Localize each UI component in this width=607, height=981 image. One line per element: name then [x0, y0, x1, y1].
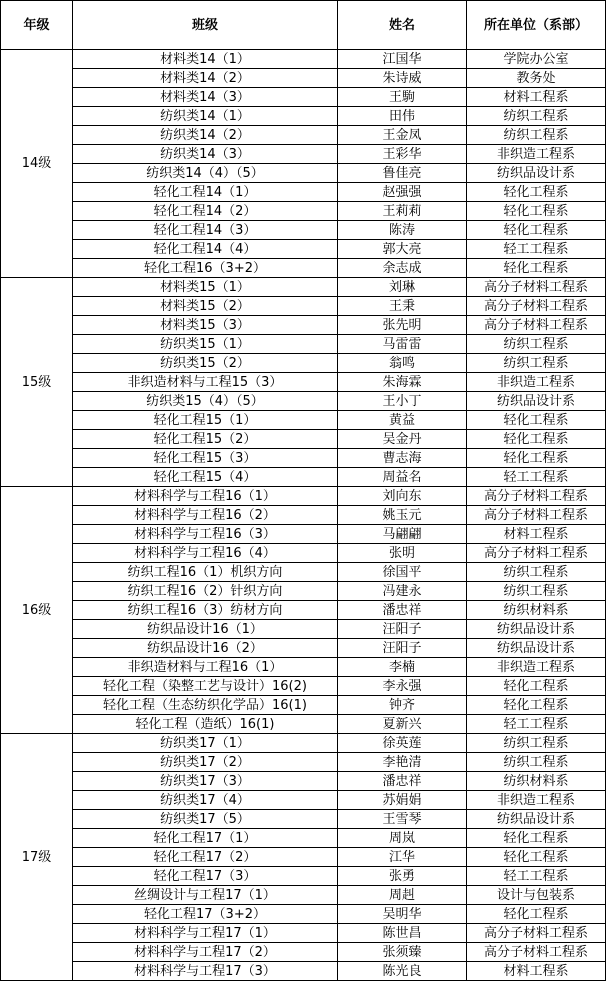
advisor-name-cell: 赵强强 [338, 183, 467, 202]
department-cell: 纺织工程系 [467, 753, 606, 772]
table-row [1, 202, 606, 221]
department-cell: 纺织工程系 [467, 563, 606, 582]
table-row [1, 373, 606, 392]
department-cell: 纺织工程系 [467, 107, 606, 126]
table-row [1, 601, 606, 620]
table-row [1, 430, 606, 449]
department-cell: 高分子材料工程系 [467, 506, 606, 525]
class-cell: 轻化工程（造纸）16(1) [73, 715, 338, 734]
department-cell: 非织造工程系 [467, 791, 606, 810]
class-cell: 材料类15（2） [73, 297, 338, 316]
advisor-name-cell: 刘琳 [338, 278, 467, 297]
table-row [1, 962, 606, 981]
advisor-name-cell: 钟齐 [338, 696, 467, 715]
department-cell: 轻化工程系 [467, 411, 606, 430]
grade-cell: 16级 [1, 487, 73, 734]
table-row [1, 392, 606, 411]
table-row [1, 658, 606, 677]
advisor-name-cell: 张勇 [338, 867, 467, 886]
table-row [1, 487, 606, 506]
advisor-name-cell: 田伟 [338, 107, 467, 126]
class-cell: 纺织类15（1） [73, 335, 338, 354]
department-cell: 纺织材料系 [467, 772, 606, 791]
table-row [1, 639, 606, 658]
advisor-name-cell: 徐国平 [338, 563, 467, 582]
table-row [1, 715, 606, 734]
advisor-name-cell: 朱诗威 [338, 69, 467, 88]
class-cell: 材料科学与工程16（2） [73, 506, 338, 525]
grade-cell: 14级 [1, 50, 73, 278]
table-row [1, 259, 606, 278]
class-cell: 丝绸设计与工程17（1） [73, 886, 338, 905]
advisor-name-cell: 陈世昌 [338, 924, 467, 943]
advisor-name-cell: 周赳 [338, 886, 467, 905]
table-row [1, 563, 606, 582]
table-row [1, 525, 606, 544]
advisor-name-cell: 王金凤 [338, 126, 467, 145]
grade-cell: 15级 [1, 278, 73, 487]
class-cell: 轻化工程（染整工艺与设计）16(2) [73, 677, 338, 696]
table-row [1, 468, 606, 487]
department-cell: 轻化工程系 [467, 259, 606, 278]
department-cell: 轻化工程系 [467, 848, 606, 867]
advisor-name-cell: 曹志海 [338, 449, 467, 468]
advisor-name-cell: 潘忠祥 [338, 601, 467, 620]
table-row [1, 696, 606, 715]
department-cell: 高分子材料工程系 [467, 316, 606, 335]
department-cell: 轻工工程系 [467, 715, 606, 734]
table-row [1, 582, 606, 601]
department-cell: 轻工工程系 [467, 468, 606, 487]
advisor-name-cell: 潘忠祥 [338, 772, 467, 791]
advisor-name-cell: 王彩华 [338, 145, 467, 164]
advisor-name-cell: 江华 [338, 848, 467, 867]
department-cell: 学院办公室 [467, 50, 606, 69]
advisor-name-cell: 张须臻 [338, 943, 467, 962]
table-row [1, 411, 606, 430]
advisor-name-cell: 陈涛 [338, 221, 467, 240]
department-cell: 轻化工程系 [467, 905, 606, 924]
advisor-name-cell: 李艳清 [338, 753, 467, 772]
advisor-name-cell: 李楠 [338, 658, 467, 677]
department-cell: 轻化工程系 [467, 183, 606, 202]
class-cell: 材料类14（1） [73, 50, 338, 69]
header-name: 姓名 [338, 1, 467, 50]
table-row [1, 506, 606, 525]
table-row [1, 69, 606, 88]
department-cell: 纺织工程系 [467, 335, 606, 354]
class-cell: 纺织类14（3） [73, 145, 338, 164]
class-cell: 纺织类15（4）（5） [73, 392, 338, 411]
class-cell: 纺织工程16（3）纺材方向 [73, 601, 338, 620]
department-cell: 高分子材料工程系 [467, 924, 606, 943]
department-cell: 纺织品设计系 [467, 620, 606, 639]
advisor-name-cell: 翁鸣 [338, 354, 467, 373]
class-cell: 轻化工程17（2） [73, 848, 338, 867]
class-cell: 轻化工程15（4） [73, 468, 338, 487]
department-cell: 纺织品设计系 [467, 810, 606, 829]
advisor-name-cell: 夏新兴 [338, 715, 467, 734]
department-cell: 轻化工程系 [467, 430, 606, 449]
department-cell: 非织造工程系 [467, 658, 606, 677]
department-cell: 设计与包装系 [467, 886, 606, 905]
advisor-name-cell: 张先明 [338, 316, 467, 335]
class-cell: 轻化工程14（3） [73, 221, 338, 240]
table-row [1, 753, 606, 772]
advisor-name-cell: 马翩翩 [338, 525, 467, 544]
advisor-name-cell: 王莉莉 [338, 202, 467, 221]
department-cell: 材料工程系 [467, 962, 606, 981]
table-row [1, 183, 606, 202]
table-row [1, 791, 606, 810]
department-cell: 高分子材料工程系 [467, 278, 606, 297]
table-row [1, 335, 606, 354]
department-cell: 纺织工程系 [467, 734, 606, 753]
advisor-name-cell: 江国华 [338, 50, 467, 69]
table-row [1, 240, 606, 259]
department-cell: 轻化工程系 [467, 221, 606, 240]
table-row [1, 107, 606, 126]
department-cell: 纺织品设计系 [467, 164, 606, 183]
department-cell: 轻化工程系 [467, 449, 606, 468]
class-cell: 纺织类17（3） [73, 772, 338, 791]
department-cell: 轻工工程系 [467, 867, 606, 886]
advisor-name-cell: 王小丁 [338, 392, 467, 411]
advisor-name-cell: 张明 [338, 544, 467, 563]
class-cell: 轻化工程15（3） [73, 449, 338, 468]
advisor-name-cell: 吴明华 [338, 905, 467, 924]
department-cell: 纺织工程系 [467, 126, 606, 145]
table-row [1, 867, 606, 886]
table-row [1, 620, 606, 639]
table-row [1, 221, 606, 240]
advisor-name-cell: 周益名 [338, 468, 467, 487]
department-cell: 高分子材料工程系 [467, 487, 606, 506]
class-cell: 材料科学与工程16（1） [73, 487, 338, 506]
advisor-name-cell: 汪阳子 [338, 620, 467, 639]
advisor-name-cell: 王雪琴 [338, 810, 467, 829]
table-row [1, 544, 606, 563]
class-cell: 纺织品设计16（1） [73, 620, 338, 639]
class-cell: 材料科学与工程17（2） [73, 943, 338, 962]
advisor-name-cell: 周岚 [338, 829, 467, 848]
class-cell: 纺织品设计16（2） [73, 639, 338, 658]
advisor-name-cell: 陈光良 [338, 962, 467, 981]
table-row [1, 848, 606, 867]
table-row [1, 278, 606, 297]
table-row [1, 449, 606, 468]
department-cell: 教务处 [467, 69, 606, 88]
advisor-name-cell: 王駒 [338, 88, 467, 107]
table-row [1, 943, 606, 962]
department-cell: 纺织品设计系 [467, 392, 606, 411]
department-cell: 高分子材料工程系 [467, 544, 606, 563]
class-cell: 轻化工程17（1） [73, 829, 338, 848]
class-cell: 材料类15（3） [73, 316, 338, 335]
class-cell: 纺织类17（2） [73, 753, 338, 772]
advisor-name-cell: 汪阳子 [338, 639, 467, 658]
class-cell: 材料科学与工程16（3） [73, 525, 338, 544]
advisor-name-cell: 吴金丹 [338, 430, 467, 449]
table-row [1, 677, 606, 696]
department-cell: 轻工工程系 [467, 240, 606, 259]
class-cell: 轻化工程14（2） [73, 202, 338, 221]
class-cell: 纺织类17（1） [73, 734, 338, 753]
class-cell: 材料科学与工程16（4） [73, 544, 338, 563]
table-row [1, 164, 606, 183]
class-cell: 轻化工程14（1） [73, 183, 338, 202]
class-cell: 材料类15（1） [73, 278, 338, 297]
advisor-name-cell: 马雷雷 [338, 335, 467, 354]
advisor-name-cell: 朱海霖 [338, 373, 467, 392]
department-cell: 非织造工程系 [467, 145, 606, 164]
department-cell: 轻化工程系 [467, 677, 606, 696]
table-row [1, 297, 606, 316]
department-cell: 纺织工程系 [467, 582, 606, 601]
class-cell: 材料类14（2） [73, 69, 338, 88]
class-cell: 纺织工程16（1）机织方向 [73, 563, 338, 582]
advisor-name-cell: 姚玉元 [338, 506, 467, 525]
advisor-name-cell: 刘向东 [338, 487, 467, 506]
department-cell: 材料工程系 [467, 88, 606, 107]
table-row [1, 145, 606, 164]
advisor-name-cell: 苏娟娟 [338, 791, 467, 810]
department-cell: 轻化工程系 [467, 829, 606, 848]
table-body [1, 50, 606, 981]
department-cell: 纺织工程系 [467, 354, 606, 373]
department-cell: 轻化工程系 [467, 696, 606, 715]
class-cell: 轻化工程17（3） [73, 867, 338, 886]
header-class: 班级 [73, 1, 338, 50]
department-cell: 高分子材料工程系 [467, 943, 606, 962]
class-cell: 材料类14（3） [73, 88, 338, 107]
class-cell: 纺织工程16（2）针织方向 [73, 582, 338, 601]
table-row [1, 905, 606, 924]
advisor-name-cell: 王秉 [338, 297, 467, 316]
class-cell: 轻化工程16（3+2） [73, 259, 338, 278]
class-cell: 非织造材料与工程15（3） [73, 373, 338, 392]
class-cell: 材料科学与工程17（3） [73, 962, 338, 981]
header-grade: 年级 [1, 1, 73, 50]
department-cell: 高分子材料工程系 [467, 297, 606, 316]
class-cell: 轻化工程15（2） [73, 430, 338, 449]
department-cell: 轻化工程系 [467, 202, 606, 221]
class-cell: 纺织类14（1） [73, 107, 338, 126]
advisor-name-cell: 冯建永 [338, 582, 467, 601]
table-row [1, 354, 606, 373]
advisor-name-cell: 鲁佳亮 [338, 164, 467, 183]
advisor-name-cell: 余志成 [338, 259, 467, 278]
department-cell: 纺织材料系 [467, 601, 606, 620]
table-row [1, 829, 606, 848]
class-cell: 非织造材料与工程16（1） [73, 658, 338, 677]
department-cell: 材料工程系 [467, 525, 606, 544]
header-department: 所在单位（系部） [467, 1, 606, 50]
class-cell: 纺织类17（4） [73, 791, 338, 810]
class-cell: 轻化工程14（4） [73, 240, 338, 259]
department-cell: 非织造工程系 [467, 373, 606, 392]
grade-cell: 17级 [1, 734, 73, 981]
header-row [1, 1, 606, 50]
class-cell: 材料科学与工程17（1） [73, 924, 338, 943]
class-cell: 纺织类15（2） [73, 354, 338, 373]
table-row [1, 316, 606, 335]
advisor-name-cell: 徐英莲 [338, 734, 467, 753]
class-cell: 纺织类14（4）（5） [73, 164, 338, 183]
class-cell: 纺织类14（2） [73, 126, 338, 145]
advisor-name-cell: 黄益 [338, 411, 467, 430]
class-cell: 轻化工程15（1） [73, 411, 338, 430]
table-row [1, 810, 606, 829]
advisor-name-cell: 李永强 [338, 677, 467, 696]
table-row [1, 50, 606, 69]
advisor-name-cell: 郭大亮 [338, 240, 467, 259]
table-row [1, 924, 606, 943]
table-row [1, 88, 606, 107]
table-row [1, 126, 606, 145]
department-cell: 纺织品设计系 [467, 639, 606, 658]
table-row [1, 886, 606, 905]
table-row [1, 772, 606, 791]
table-row [1, 734, 606, 753]
class-cell: 轻化工程（生态纺织化学品）16(1) [73, 696, 338, 715]
class-cell: 轻化工程17（3+2） [73, 905, 338, 924]
class-cell: 纺织类17（5） [73, 810, 338, 829]
